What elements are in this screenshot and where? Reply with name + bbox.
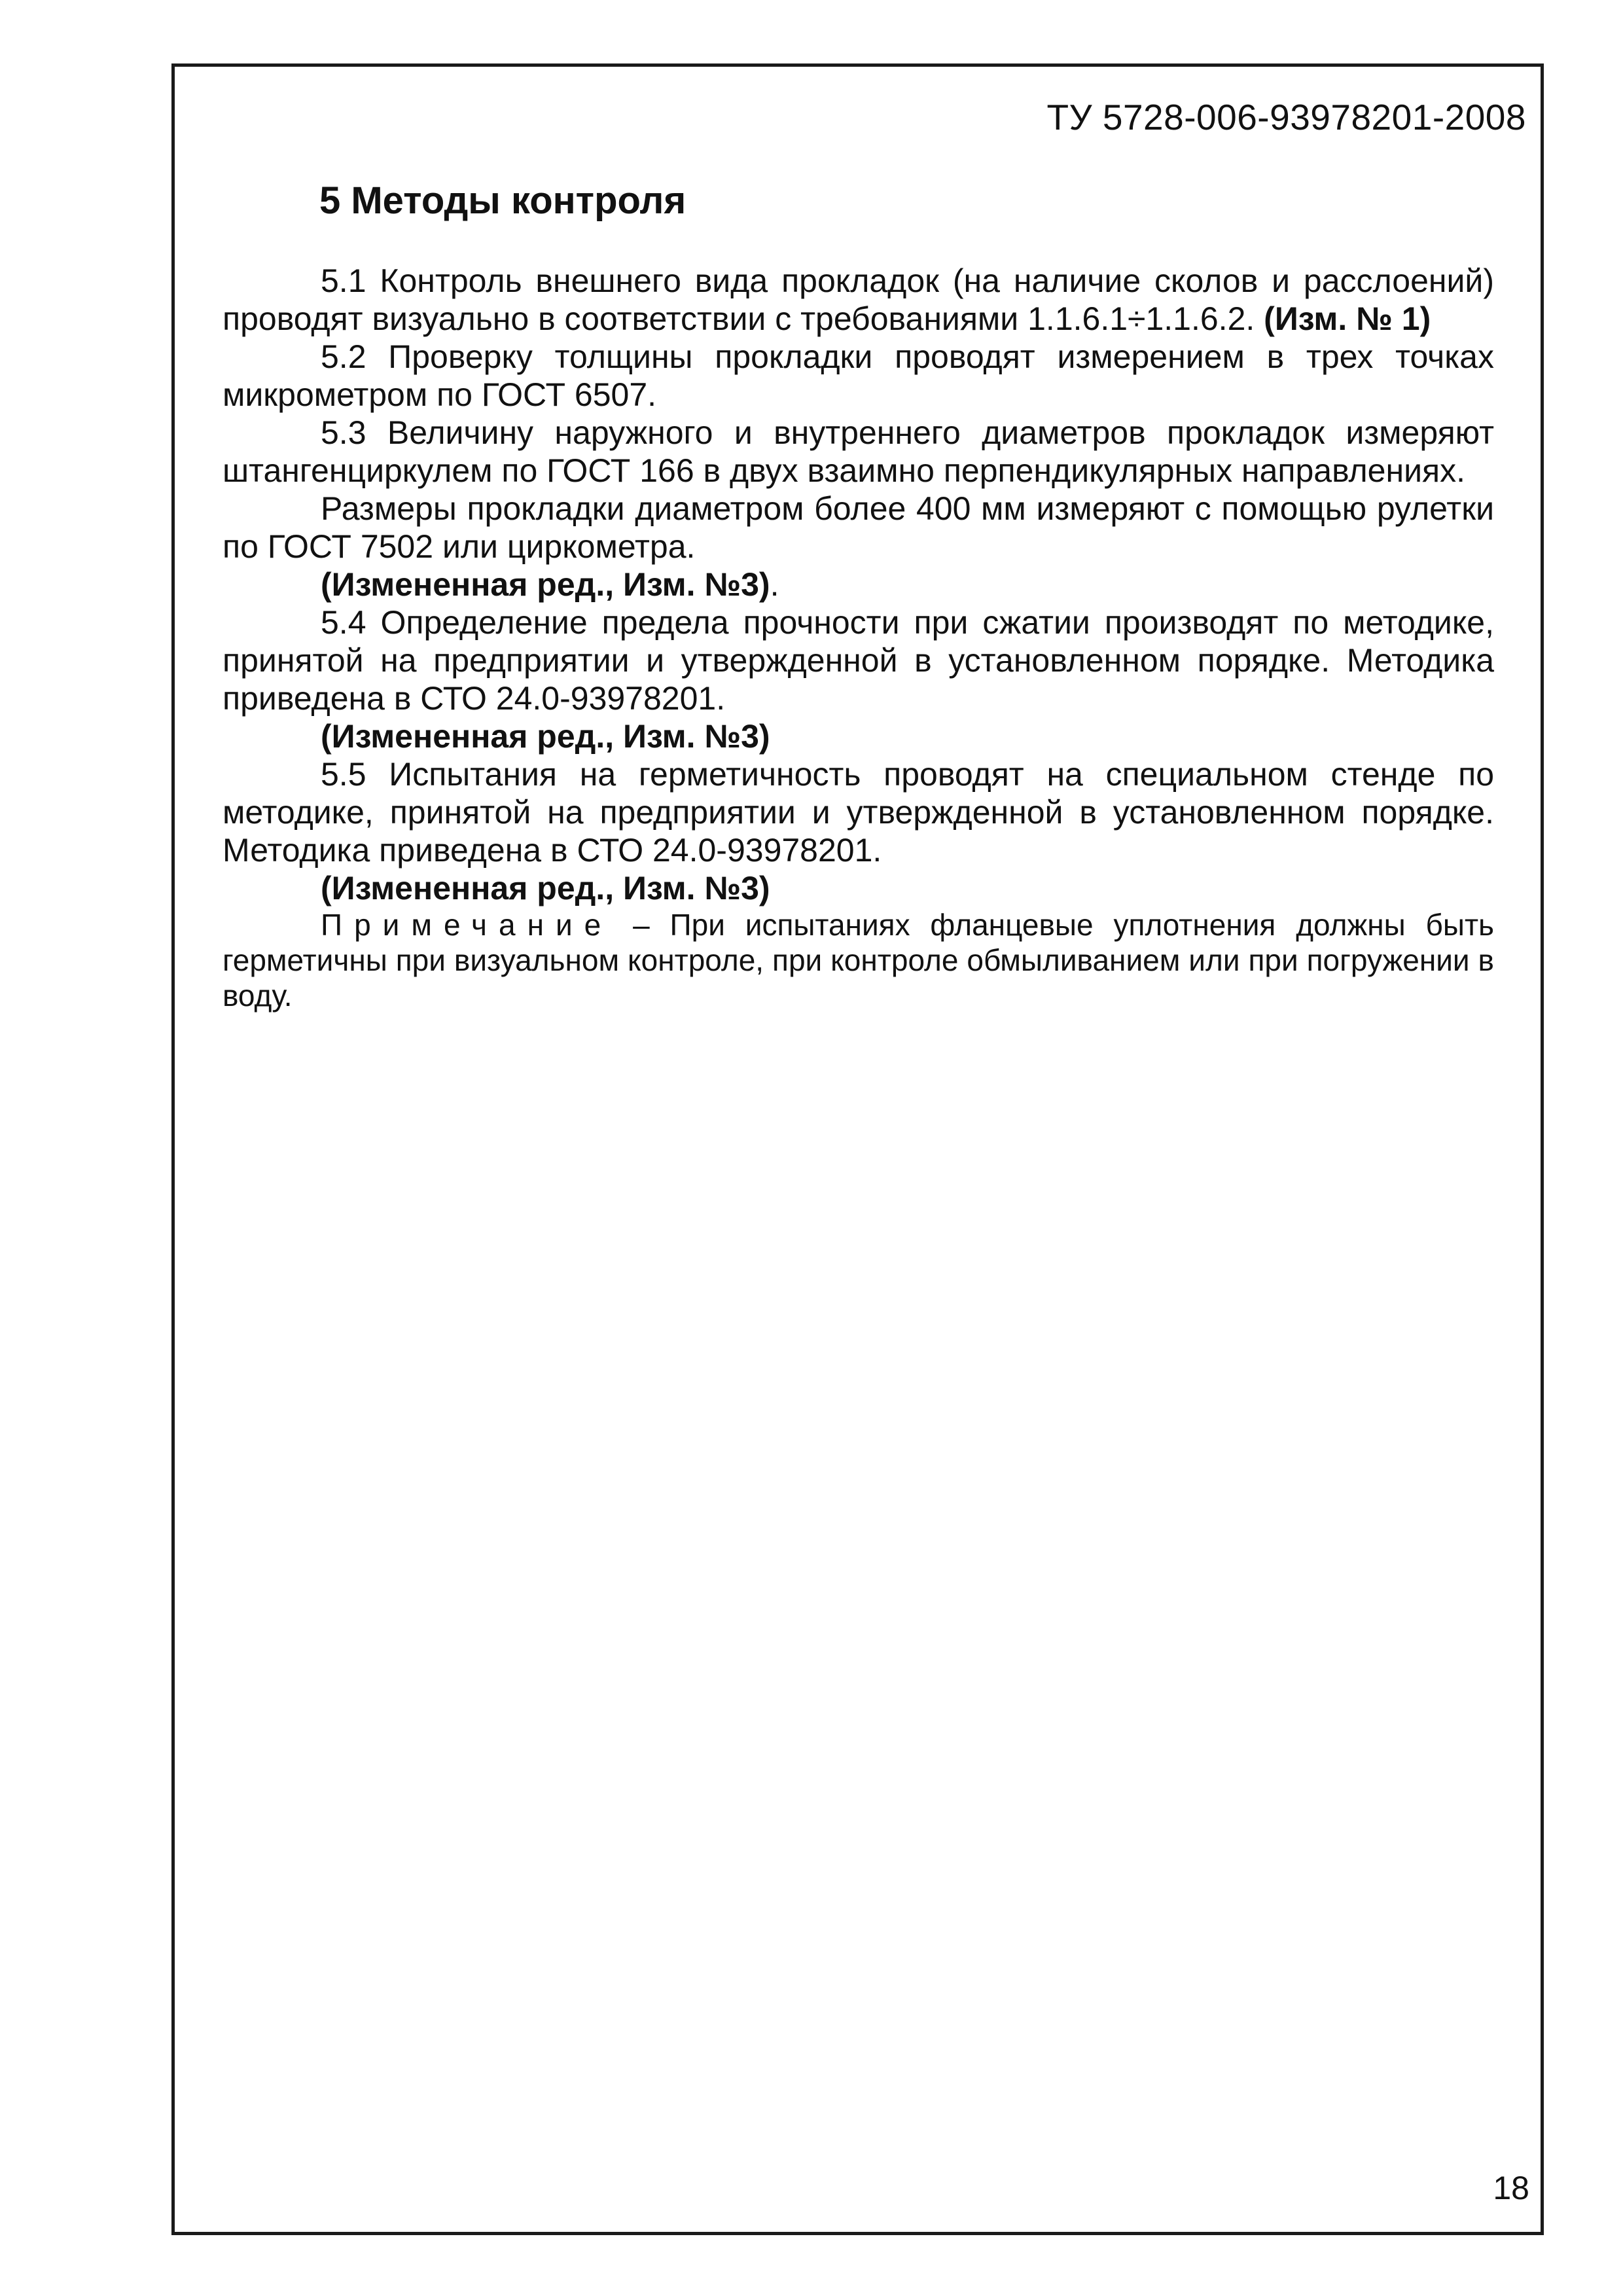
change-note-5-3 bbox=[223, 565, 1494, 603]
page-number: 18 bbox=[1493, 2170, 1529, 2206]
note-label: Примечание bbox=[321, 908, 613, 942]
paragraph-5-1-text: 5.1 Контроль внешнего вида прокладок (на наличие сколов и расслоений) проводят визуально в соответствии с требованиями 1.1.6.1÷1.1.6.2. bbox=[223, 262, 1494, 337]
change-note-5-4: (Измененная ред., Изм. №3) bbox=[321, 718, 770, 755]
paragraph-5-3-sizes: Размеры прокладки диаметром более 400 мм измеряют с помощью рулетки по ГОСТ 7502 или циркометра. bbox=[223, 490, 1494, 565]
paragraph-5-3: 5.3 Величину наружного и внутреннего диаметров прокладок измеряют штангенциркулем по ГОСТ 166 в двух взаимно перпендикулярных направлениях. bbox=[223, 414, 1494, 489]
section-body bbox=[223, 262, 1494, 1013]
change-note-5-1: (Изм. № 1) bbox=[1264, 300, 1431, 337]
section-title: 5 Методы контроля bbox=[319, 179, 687, 222]
note-text: – При испытаниях фланцевые уплотнения должны быть герметичны при визуальном контроле, при контроле обмыливанием или при погружении в воду. bbox=[223, 908, 1494, 1013]
change-note-5-3-suffix: . bbox=[770, 566, 779, 603]
note bbox=[223, 907, 1494, 1013]
paragraph-5-2: 5.2 Проверку толщины прокладки проводят измерением в трех точках микрометром по ГОСТ 6507. bbox=[223, 338, 1494, 413]
paragraph-5-1 bbox=[223, 262, 1494, 338]
change-note-5-5: (Измененная ред., Изм. №3) bbox=[321, 870, 770, 906]
document-code: ТУ 5728-006-93978201-2008 bbox=[1046, 97, 1526, 137]
paragraph-5-4: 5.4 Определение предела прочности при сжатии производят по методике, принятой на предприятии и утвержденной в установленном порядке. Методика приведена в СТО 24.0-93978201. bbox=[223, 604, 1494, 717]
paragraph-5-5: 5.5 Испытания на герметичность проводят на специальном стенде по методике, принятой на предприятии и утвержденной в установленном порядке. Методика приведена в СТО 24.0-93978201. bbox=[223, 756, 1494, 869]
change-note-5-3-label: (Измененная ред., Изм. №3) bbox=[321, 566, 770, 603]
